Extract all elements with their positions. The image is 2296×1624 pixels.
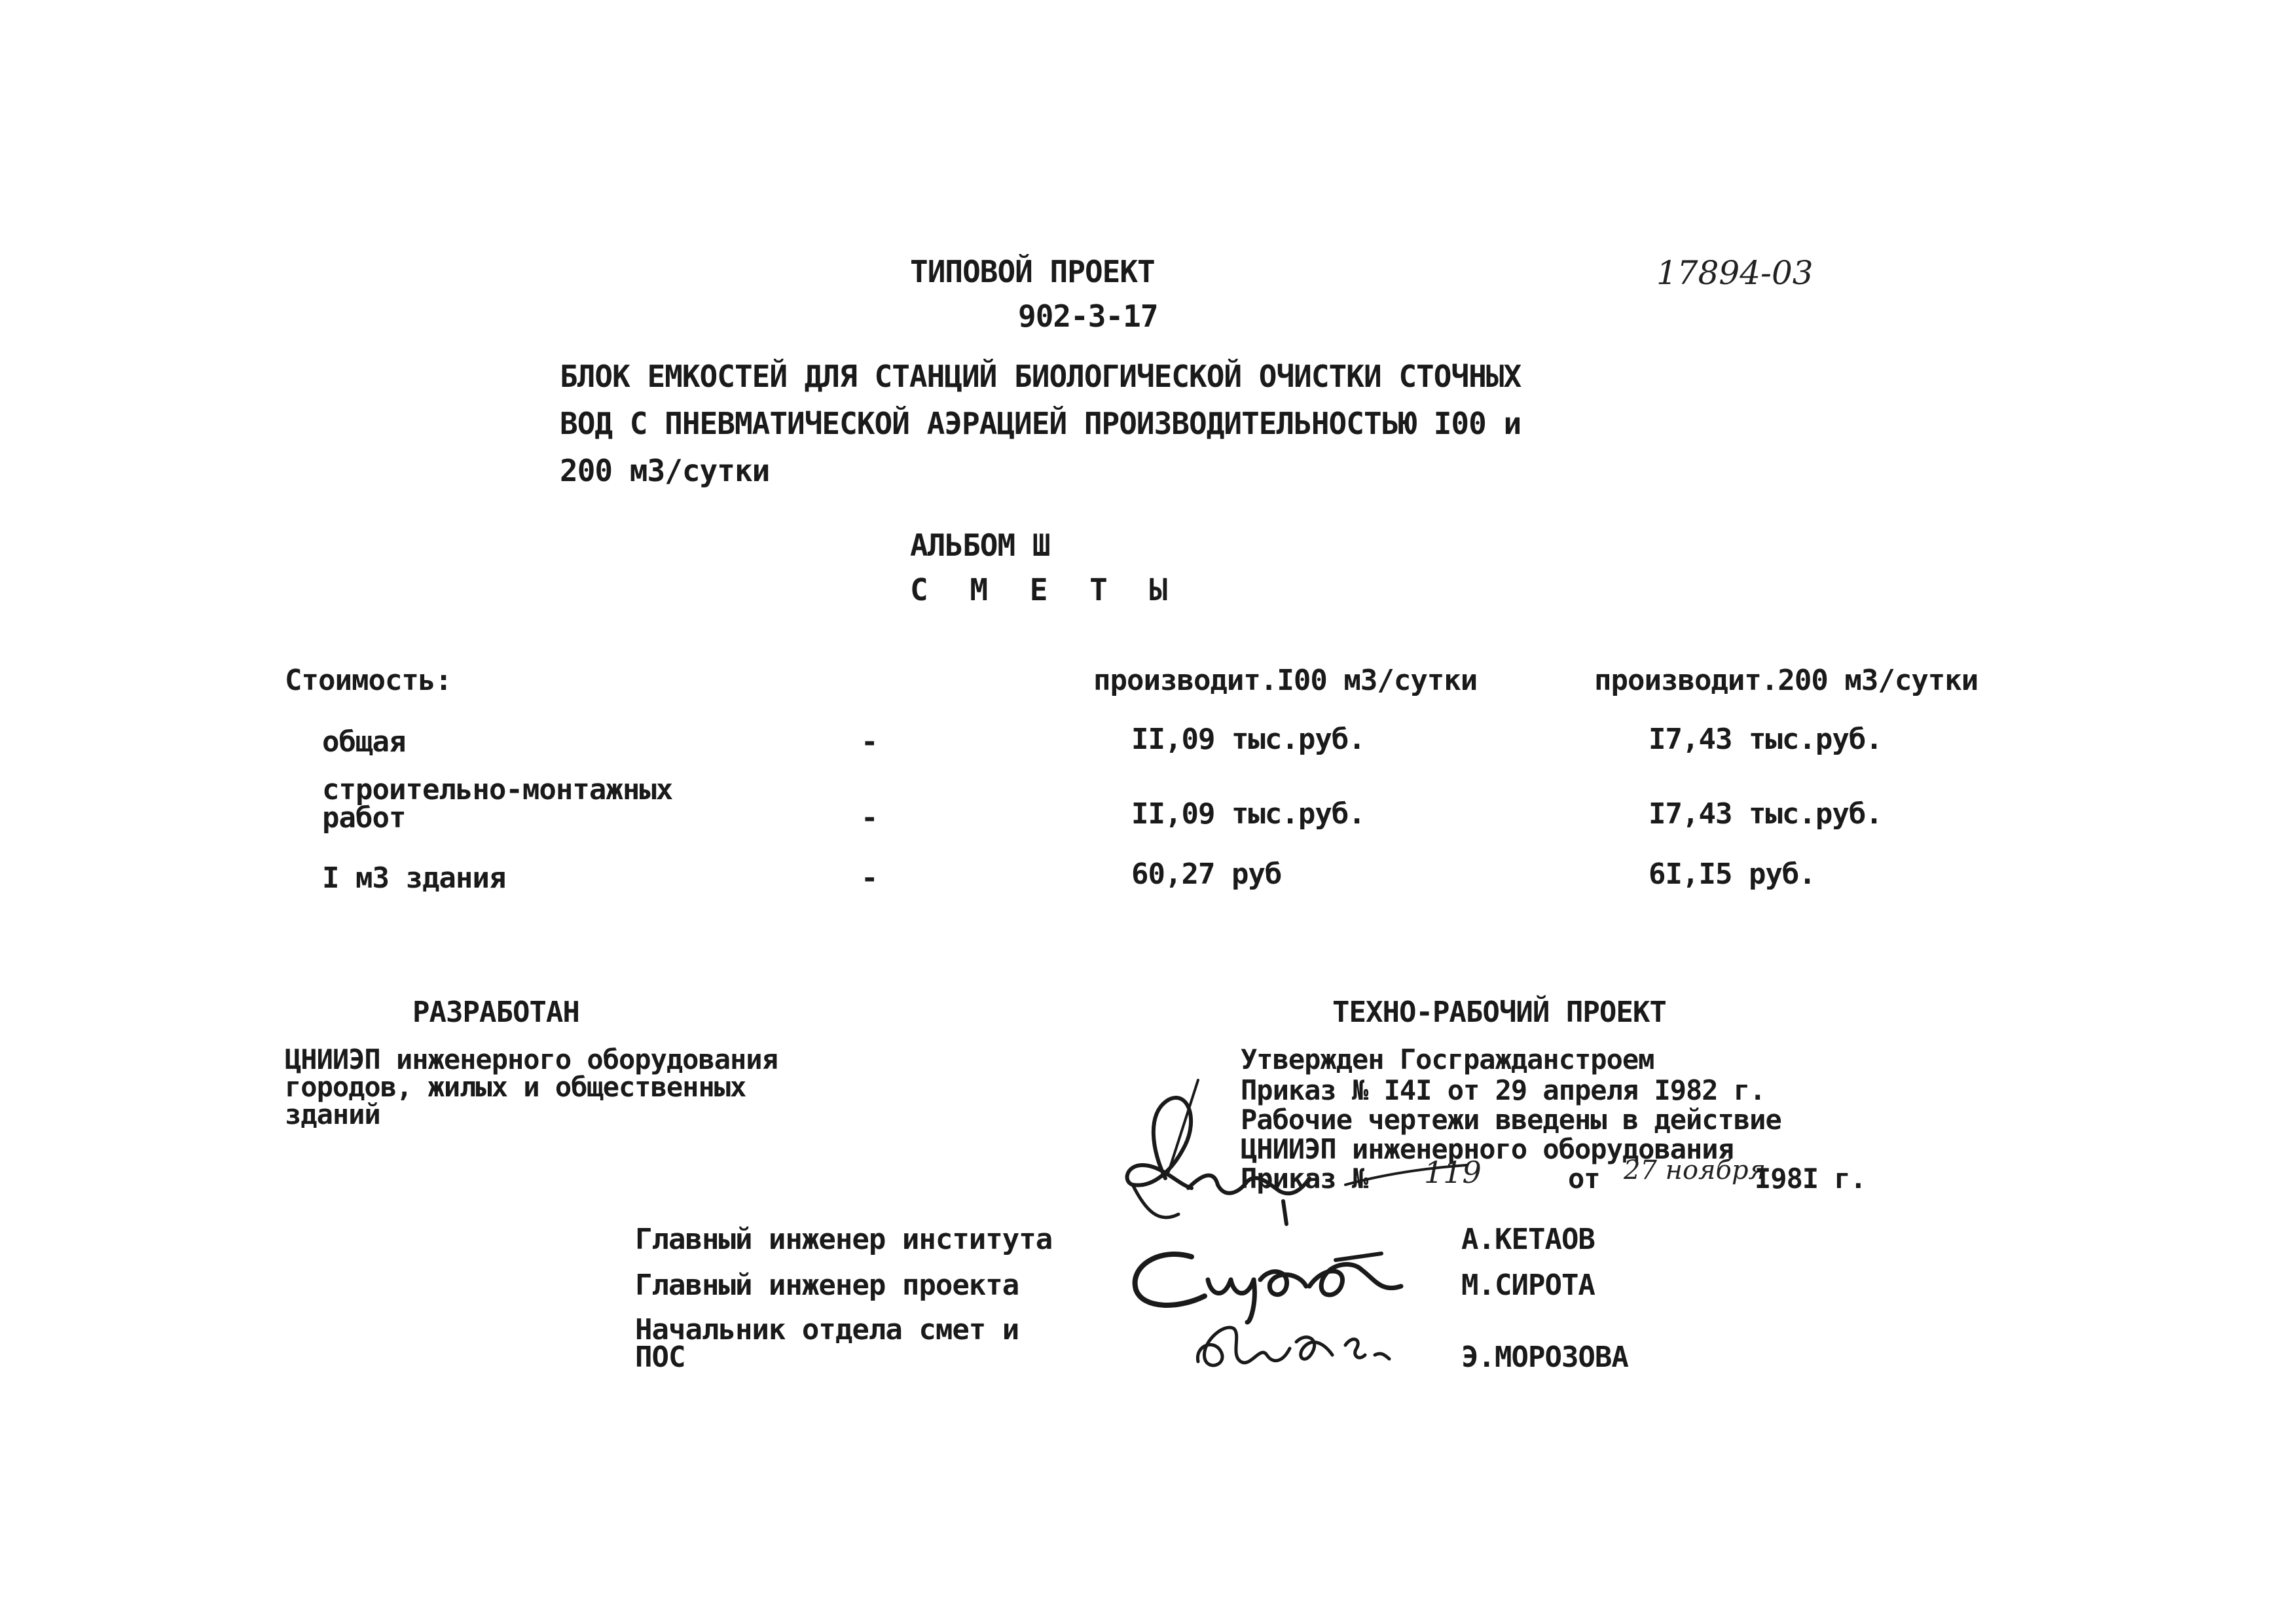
column-header-200: производит.200 м3/сутки	[1594, 664, 1978, 697]
developer-line-2: городов, жилых и общественных	[285, 1071, 746, 1103]
signature-chief-engineer-institute	[1106, 1074, 1329, 1250]
inventory-number: 17894-03	[1656, 254, 1813, 292]
approval-line-1: Утвержден Госгражданстроем	[1241, 1043, 1654, 1075]
row-building-dash: -	[861, 861, 878, 895]
approval-order-prefix: Приказ №	[1241, 1163, 1368, 1195]
document-title: ТИПОВОЙ ПРОЕКТ	[910, 254, 1155, 289]
row-construction-label-1: строительно-монтажных	[322, 773, 673, 806]
signatory-2-position: Главный инженер проекта	[635, 1269, 1019, 1302]
row-construction-label-2: работ	[322, 801, 406, 835]
approval-order-date: 27 ноября	[1624, 1155, 1766, 1185]
approval-heading: ТЕХНО-РАБОЧИЙ ПРОЕКТ	[1332, 996, 1666, 1029]
signatory-3-name: Э.МОРОЗОВА	[1461, 1341, 1628, 1374]
row-building-value-100: 60,27 руб	[1131, 857, 1282, 891]
signature-head-of-estimates	[1185, 1316, 1401, 1375]
row-total-label: общая	[322, 725, 406, 759]
row-building-label: I м3 здания	[322, 861, 506, 895]
approval-order-year: I98I г.	[1755, 1163, 1867, 1195]
column-header-100: производит.I00 м3/сутки	[1093, 664, 1478, 697]
approval-order-from: от	[1568, 1163, 1600, 1195]
approval-line-3: Рабочие чертежи введены в действие	[1241, 1104, 1781, 1136]
description-line-1: БЛОК ЕМКОСТЕЙ ДЛЯ СТАНЦИЙ БИОЛОГИЧЕСКОЙ ОЧИСТКИ СТОЧНЫХ	[560, 359, 1522, 394]
row-total-dash: -	[861, 725, 878, 759]
row-construction-dash: -	[861, 801, 878, 835]
approval-line-4: ЦНИИЭП инженерного оборудования	[1241, 1133, 1734, 1165]
project-number: 902-3-17	[1018, 298, 1158, 334]
row-construction-value-200: I7,43 тыс.руб.	[1649, 797, 1882, 831]
signatory-3-position-1: Начальник отдела смет и	[635, 1313, 1019, 1346]
description-line-2: ВОД С ПНЕВМАТИЧЕСКОЙ АЭРАЦИЕЙ ПРОИЗВОДИТЕЛЬНОСТЬЮ I00 и	[560, 406, 1522, 441]
developer-line-3: зданий	[285, 1098, 380, 1130]
signatory-2-name: М.СИРОТА	[1461, 1269, 1595, 1302]
signature-chief-engineer-project	[1120, 1240, 1427, 1326]
row-construction-value-100: II,09 тыс.руб.	[1131, 797, 1365, 831]
signatory-3-position-2: ПОС	[635, 1341, 685, 1374]
row-total-value-200: I7,43 тыс.руб.	[1649, 723, 1882, 756]
description-line-3: 200 м3/сутки	[560, 453, 770, 488]
row-building-value-200: 6I,I5 руб.	[1649, 857, 1815, 891]
album-label: АЛЬБОМ Ш	[910, 528, 1050, 563]
signatory-1-position: Главный инженер института	[635, 1223, 1053, 1256]
album-subtitle: С М Е Т Ы	[910, 572, 1180, 607]
developer-line-1: ЦНИИЭП инженерного оборудования	[285, 1043, 778, 1075]
signatory-1-name: А.КЕТАОВ	[1461, 1223, 1595, 1256]
approval-order-number: 119	[1424, 1155, 1482, 1190]
developer-heading: РАЗРАБОТАН	[412, 996, 579, 1029]
approval-line-2: Приказ № I4I от 29 апреля I982 г.	[1241, 1074, 1766, 1106]
cost-label: Стоимость:	[285, 664, 452, 697]
row-total-value-100: II,09 тыс.руб.	[1131, 723, 1365, 756]
handwritten-strike-mark	[1342, 1162, 1473, 1195]
